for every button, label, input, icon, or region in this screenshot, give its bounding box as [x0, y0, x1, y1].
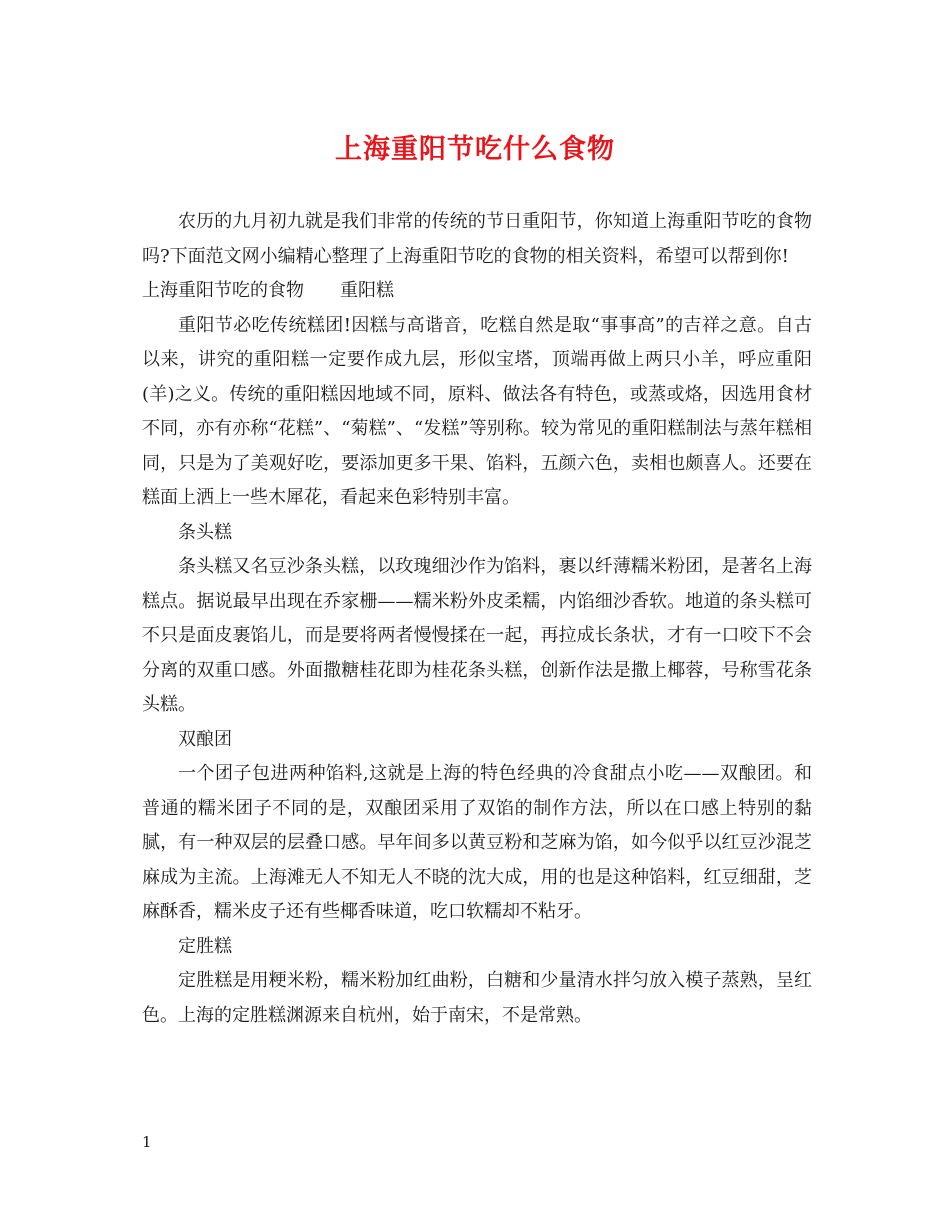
section-heading-chongyang-gao: 上海重阳节吃的食物 重阳糕 — [142, 280, 394, 301]
paragraph-tiaotou-gao: 条头糕又名豆沙条头糕，以玫瑰细沙作为馅料，裹以纤薄糯米粉团，是著名上海糕点。据说最早出现在乔家栅——糯米粉外皮柔糯，内馅细沙香软。地道的条头糕可不只是面皮裹馅儿，而是要将两者慢慢揉在一起，再拉成长条状，才有一口咬下不会分离的双重口感。外面撒糖桂花即为桂花条头糕，创新作法是撒上椰蓉，号称雪花条头糕。 — [142, 556, 812, 715]
paragraph-chongyang-gao: 重阳节必吃传统糕团!因糕与高谐音，吃糕自然是取“事事高”的吉祥之意。自古以来，讲究的重阳糕一定要作成九层，形似宝塔，顶端再做上两只小羊，呼应重阳(羊)之义。传统的重阳糕因地域不同，原料、做法各有特色，或蒸或烙，因选用食材不同，亦有亦称“花糕”、“菊糕”、“发糕”等别称。较为常见的重阳糕制法与蒸年糕相同，只是为了美观好吃，要添加更多干果、馅料，五颜六色，卖相也颇喜人。还要在糕面上洒上一些木犀花，看起来色彩特别丰富。 — [142, 314, 812, 508]
paragraph-shuangniang-tuan: 一个团子包进两种馅料,这就是上海的特色经典的冷食甜点小吃——双酿团。和普通的糯米团子不同的是，双酿团采用了双馅的制作方法，所以在口感上特别的黏腻，有一种双层的层叠口感。早年间多以黄豆粉和芝麻为馅，如今似乎以红豆沙混芝麻成为主流。上海滩无人不知无人不晓的沈大成，用的也是这种馅料，红豆细甜，芝麻酥香，糯米皮子还有些椰香味道，吃口软糯却不粘牙。 — [142, 763, 812, 922]
document-body — [142, 205, 812, 1033]
section-heading-tiaotou-gao: 条头糕 — [178, 521, 232, 543]
document-title: 上海重阳节吃什么食物 — [335, 134, 615, 165]
page-number: 1 — [142, 1133, 152, 1151]
paragraph-dingsheng-gao: 定胜糕是用粳米粉，糯米粉加红曲粉，白糖和少量清水拌匀放入模子蒸熟，呈红色。上海的定胜糕渊源来自杭州，始于南宋，不是常熟。 — [142, 970, 812, 1026]
section-heading-dingsheng-gao: 定胜糕 — [178, 935, 232, 957]
section-heading-shuangniang-tuan: 双酿团 — [178, 728, 232, 750]
intro-paragraph: 农历的九月初九就是我们非常的传统的节日重阳节，你知道上海重阳节吃的食物吗?下面范文网小编精心整理了上海重阳节吃的食物的相关资料，希望可以帮到你! — [142, 211, 812, 267]
